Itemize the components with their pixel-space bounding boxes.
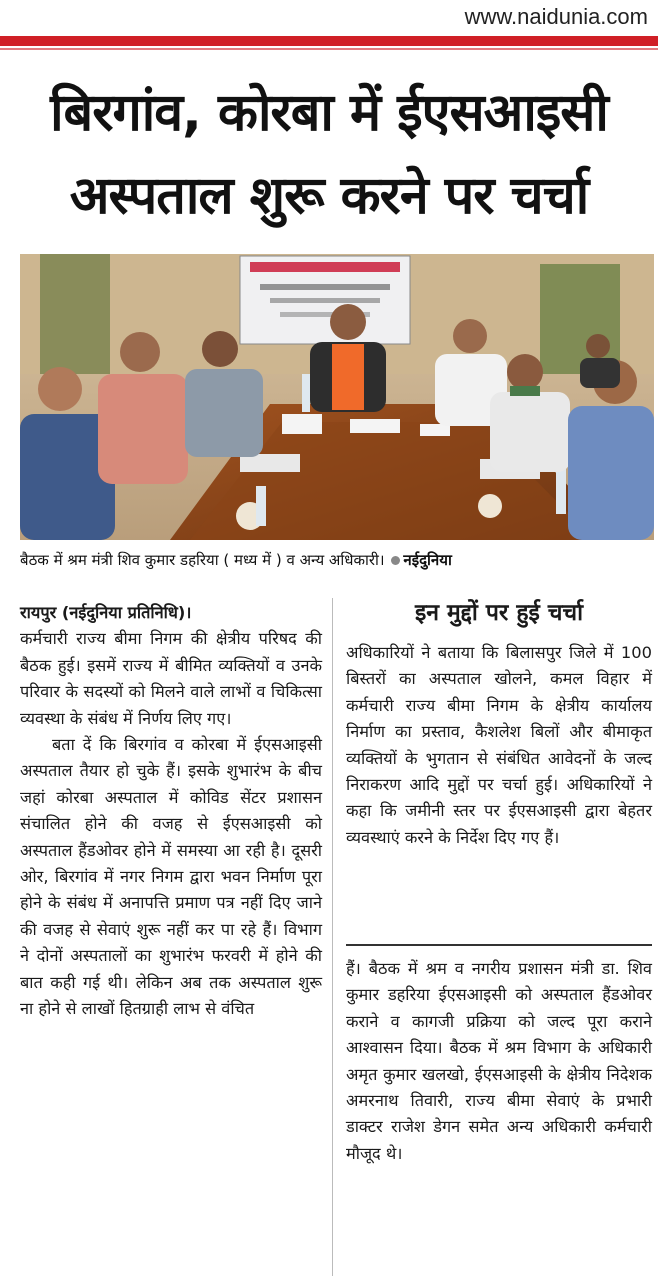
paragraph-2: बता दें कि बिरगांव व कोरबा में ईएसआइसी अस्पताल तैयार हो चुके हैं। इसके शुभारंभ के बीच जहां कोरबा अस्पताल में कोविड सेंटर प्रशासन संचालित होने की वजह से ईएसआइसी को अस्पताल हैंडओवर होने में समस्या आ रही है। दूसरी ओर, बिरगांव में नगर निगम द्वारा भवन निर्माण पूरा होने के संबंध में अनापत्ति प्रमाण पत्र नहीं दिए जाने की वजह से सेवाएं शुरू नहीं कर पा रहे हैं। विभाग ने दोनों अस्पतालों का शुभारंभ फरवरी में होने की बात कही गई थी। लेकिन अब तक अस्पताल शुरू ना होने से लाखों हितग्राही लाभ से वंचित: [20, 735, 322, 1019]
continued-paragraph: हैं। बैठक में श्रम व नगरीय प्रशासन मंत्री डा. शिव कुमार डहरिया ईएसआइसी को अस्पताल हैंडओवर कराने व कागजी प्रक्रिया को जल्द पूरा कराने आश्वासन दिया। बैठक में श्रम विभाग के अधिकारी अमृत कुमार खलखो, ईएसआइसी के क्षेत्रीय निदेशक अमरनाथ तिवारी, राज्य बीमा सेवाएं के प्रभारी डाक्टर राजेश डेगन समेत अन्य अधिकारी कर्मचारी मौजूद थे।: [346, 959, 652, 1163]
header-red-rule-thin: [0, 48, 658, 50]
header-red-rule: [0, 36, 658, 46]
paragraph-1: कर्मचारी राज्य बीमा निगम की क्षेत्रीय परिषद की बैठक हुई। इसमें राज्य में बीमित व्यक्तियों व उनके परिवार के सदस्यों को मिलने वाले लाभों व चिकित्सा व्यवस्था के संबंध में निर्णय लिए गए।: [20, 629, 322, 728]
bullet-dot-icon: [391, 556, 400, 565]
photo-caption: [20, 550, 650, 570]
sidebar-text: अधिकारियों ने बताया कि बिलासपुर जिले में 100 बिस्तरों का अस्पताल खोलने, कमल विहार में कर्मचारी राज्य बीमा निगम के क्षेत्रीय कार्यालय निर्माण का प्रस्ताव, कैशलेश बिलों और बीमाकृत व्यक्तियों के भुगतान से संबंधित आवेदनों के जल्द निराकरण आदि मुद्दों पर चर्चा हुई। अधिकारियों ने कहा कि जमीनी स्तर पर ईएसआइसी द्वारा बेहतर व्यवस्थाएं करने के निर्देश दिए गए हैं।: [346, 643, 652, 847]
caption-text: बैठक में श्रम मंत्री शिव कुमार डहरिया ( मध्य में ) व अन्य अधिकारी।: [20, 551, 385, 569]
article-body-right: [346, 956, 652, 1167]
site-url[interactable]: www.naidunia.com: [464, 4, 648, 29]
sidebar-heading: इन मुद्दों पर हुई चर्चा: [414, 600, 584, 626]
caption-brand: नईदुनिया: [403, 551, 452, 569]
sidebar-body: [346, 640, 652, 851]
headline-line-1: बिरगांव, कोरबा में ईएसआइसी: [50, 83, 608, 143]
sidebar-rule: [346, 944, 652, 946]
article-body-left: [20, 600, 322, 1023]
column-divider: [332, 598, 333, 1276]
meeting-photo: [20, 254, 654, 540]
headline-line-2: अस्पताल शुरू करने पर चर्चा: [69, 166, 589, 226]
dateline: रायपुर (नईदुनिया प्रतिनिधि)।: [20, 603, 192, 622]
